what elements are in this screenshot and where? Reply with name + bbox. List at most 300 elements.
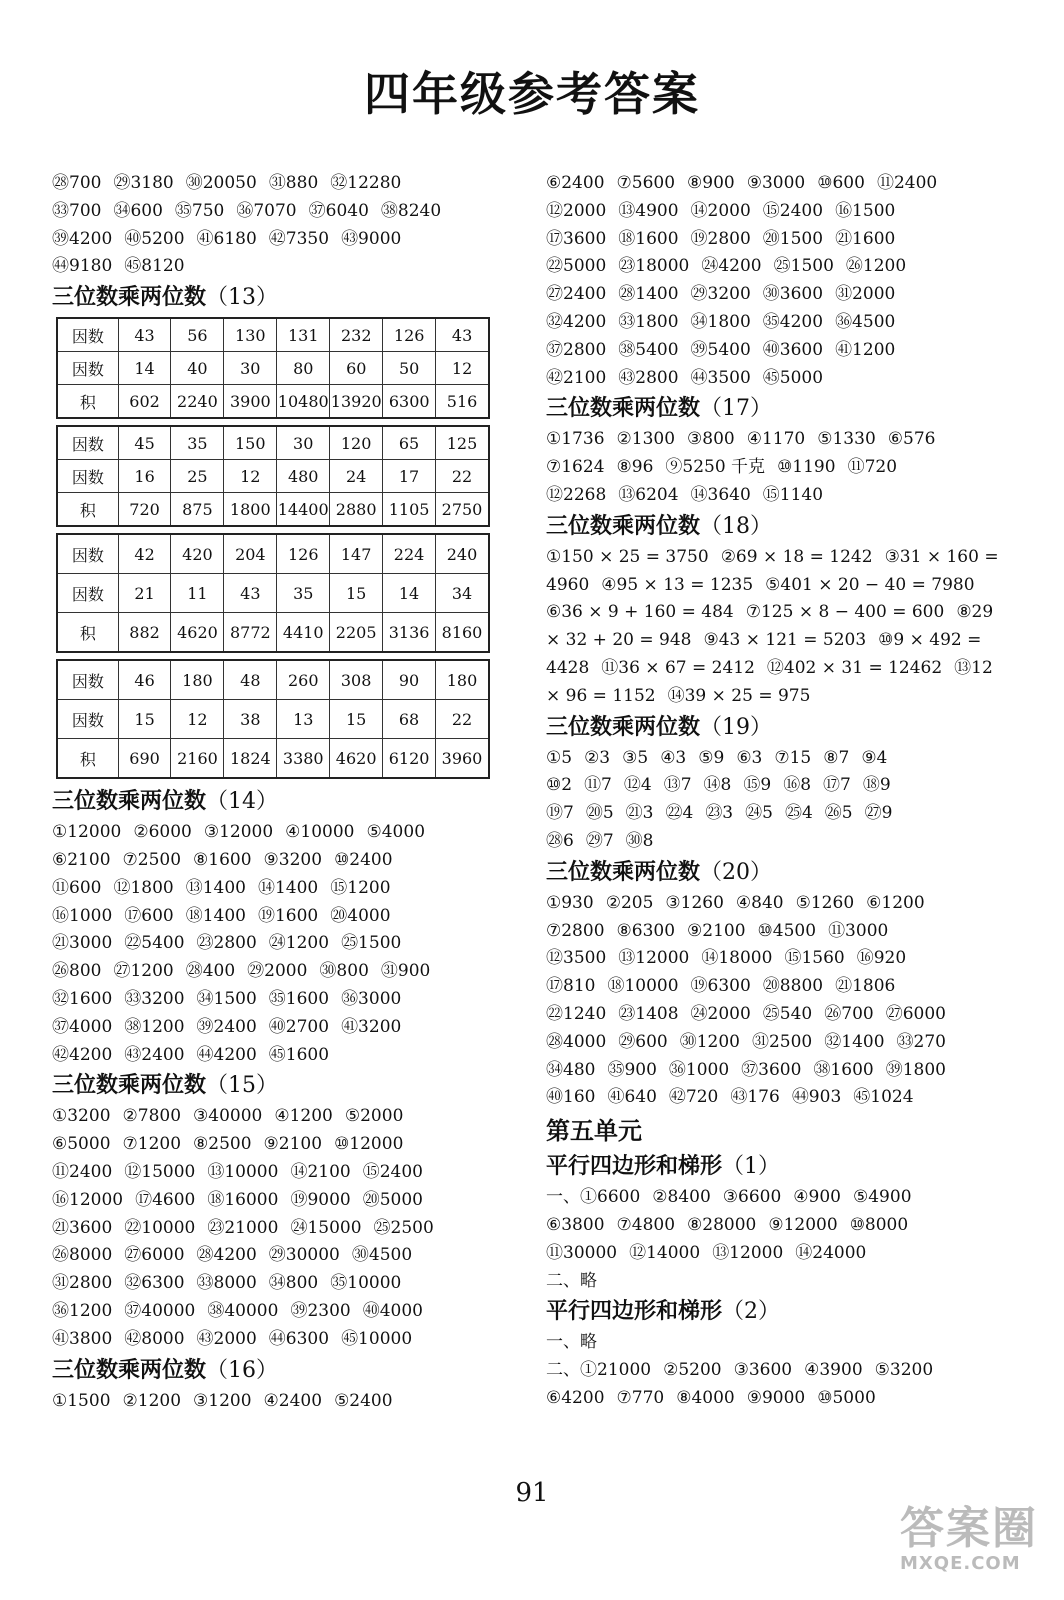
answer-item: ⑧96: [616, 457, 654, 478]
answer-item: ㉔5: [745, 803, 773, 824]
answer-item: ㊹3500: [690, 367, 751, 388]
answer-item: ②69 × 18 = 1242: [720, 546, 873, 567]
answer-line: [546, 1029, 1016, 1057]
row-label: 积: [57, 385, 118, 419]
answer-item: ⑭18000: [701, 948, 773, 969]
table-cell: 30: [277, 426, 330, 460]
answer-item: ⑱9: [862, 775, 891, 796]
answer-item: ③3600: [733, 1360, 793, 1381]
table-cell: 13920: [330, 385, 383, 419]
answer-item: ㊳1600: [813, 1059, 874, 1080]
answer-item: ⑨43 × 121 = 5203: [703, 630, 867, 651]
answer-item: ⑥576: [887, 429, 936, 450]
answer-line: [546, 365, 1016, 393]
table-cell: 308: [330, 660, 383, 700]
section-title: 三位数乘两位数: [52, 1357, 207, 1383]
table-cell: 13: [277, 700, 330, 739]
answer-item: ②205: [605, 892, 654, 913]
row-label: 因数: [57, 352, 118, 385]
answer-item: ③40000: [193, 1106, 263, 1127]
table-cell: 43: [118, 318, 171, 352]
answer-line: [546, 800, 1016, 828]
answer-item: ㉝270: [896, 1031, 946, 1052]
answer-item: ④1170: [746, 429, 806, 450]
answer-item: ①3200: [52, 1106, 111, 1127]
answer-line: [52, 930, 498, 958]
answer-item: ㉘1400: [618, 284, 679, 305]
answer-item: ②3: [584, 747, 611, 768]
answer-line: [546, 281, 1016, 309]
answer-item: ⑯920: [856, 948, 907, 969]
answer-item: ⑭2100: [290, 1161, 351, 1182]
answer-item: ④900: [793, 1187, 841, 1208]
table-cell: 14: [118, 352, 171, 385]
answer-line: [52, 1298, 498, 1326]
answer-line: [52, 903, 498, 931]
answer-item: ⑰3600: [546, 228, 607, 249]
watermark-logo: [900, 1505, 1038, 1574]
answer-item: ⑬1400: [185, 877, 246, 898]
left-top-answers: [52, 170, 498, 281]
answer-item: ㉕2500: [373, 1217, 434, 1238]
answer-item: ㉕4: [784, 803, 813, 824]
answer-line: [546, 1084, 1016, 1112]
answer-item: ⑥36 × 9 + 160 = 484: [546, 602, 734, 623]
answer-line: [546, 1329, 1016, 1357]
table-cell: 10480: [277, 385, 330, 419]
answer-item: ⑫1800: [113, 877, 174, 898]
answer-item: ⑪720: [847, 457, 898, 478]
factor-table-3: [56, 533, 490, 653]
answer-item: ③1200: [193, 1390, 252, 1411]
left-column: [52, 170, 498, 1415]
answer-item: ②7800: [122, 1106, 182, 1127]
table-row: [57, 493, 489, 527]
table-cell: 2160: [171, 739, 224, 779]
answers-16-continued: [546, 170, 1016, 392]
answer-item: ⑩2: [546, 775, 573, 796]
answer-item: ⑫15000: [124, 1161, 196, 1182]
answer-item: ⑩2400: [334, 849, 393, 870]
answer-item: ⑧2500: [193, 1134, 252, 1155]
answer-item: ㉝3200: [124, 988, 185, 1009]
table-cell: 90: [383, 660, 436, 700]
table-row: [57, 352, 489, 385]
table-cell: 2880: [330, 493, 383, 527]
table-cell: 4410: [277, 613, 330, 653]
table-cell: 43: [224, 574, 277, 613]
table-cell: 882: [118, 613, 171, 653]
answer-item: ㉟4200: [762, 311, 824, 332]
answer-item: ㊲40000: [124, 1300, 196, 1321]
answer-item: ⑲6300: [690, 976, 751, 997]
answer-item: ②6000: [133, 822, 192, 843]
answer-item: ㊶3200: [341, 1016, 402, 1037]
answer-line: [546, 337, 1016, 365]
answer-line: [52, 1131, 498, 1159]
answer-line: [52, 1014, 498, 1042]
answer-item: ⑱16000: [207, 1189, 279, 1210]
table-cell: 232: [330, 318, 383, 352]
section-number: （16）: [206, 1357, 279, 1383]
answer-item: ③5: [622, 747, 649, 768]
answer-item: ⑧1600: [193, 849, 252, 870]
table-cell: 14400: [277, 493, 330, 527]
answer-line: [52, 1042, 498, 1070]
answer-item: ㊶1200: [835, 339, 896, 360]
answer-item: ㉗1200: [113, 961, 174, 982]
answer-item: ㉛2800: [52, 1273, 113, 1294]
table-cell: 120: [330, 426, 383, 460]
answer-item: ⑬12: [954, 657, 993, 678]
answer-item: ㊸2800: [618, 367, 679, 388]
answer-item: ㉞480: [546, 1059, 596, 1080]
answer-item: ㉞800: [268, 1273, 319, 1294]
answer-item: ㊸9000: [341, 228, 402, 249]
answer-item: ㉑3000: [52, 933, 113, 954]
answer-item: ⑥2100: [52, 849, 111, 870]
table-cell: 1800: [224, 493, 277, 527]
row-label: 因数: [57, 460, 118, 493]
table-cell: 260: [277, 660, 330, 700]
answers-20: [546, 890, 1016, 1112]
table-cell: 12: [224, 460, 277, 493]
section-number: （20）: [700, 859, 773, 885]
table-cell: 1105: [383, 493, 436, 527]
table-cell: 2240: [171, 385, 224, 419]
answer-line: [52, 170, 498, 198]
table-cell: 50: [383, 352, 436, 385]
table-row: [57, 700, 489, 739]
answer-item: ㊳5400: [618, 339, 679, 360]
answers-17: [546, 426, 1016, 509]
answer-item: ⑮1140: [762, 484, 824, 505]
answer-item: ㉓18000: [618, 256, 690, 277]
answer-item: ㊸176: [730, 1087, 780, 1108]
answer-item: ㊱4500: [835, 311, 896, 332]
answer-item: ㊵4000: [362, 1300, 423, 1321]
answer-item: ㉝1800: [618, 311, 679, 332]
table-row: [57, 660, 489, 700]
answer-item: 一、①6600: [546, 1187, 641, 1208]
answer-item: ⑥1200: [866, 892, 925, 913]
answer-item: ④1200: [274, 1106, 333, 1127]
answer-item: ⑫402 × 31 = 12462: [766, 657, 943, 678]
answer-item: ③800: [687, 429, 735, 450]
table-cell: 25: [171, 460, 224, 493]
answer-item: ⑮1200: [330, 877, 391, 898]
answer-item: ⑳8800: [762, 976, 824, 997]
answer-item: ⑲9000: [290, 1189, 351, 1210]
answer-item: ④2400: [263, 1390, 323, 1411]
section-heading-15: [52, 1069, 498, 1103]
answer-line: [52, 958, 498, 986]
section-heading-13: [52, 281, 498, 315]
table-row: [57, 613, 489, 653]
answers-18: [546, 544, 1016, 711]
answer-item: ㊺1024: [853, 1087, 914, 1108]
table-cell: 35: [277, 574, 330, 613]
answer-item: ㊷720: [668, 1087, 719, 1108]
answer-item: ⑬6204: [618, 484, 679, 505]
answer-item: ⑨2100: [687, 920, 746, 941]
row-label: 因数: [57, 574, 118, 613]
answer-item: × 32 + 20 = 948: [546, 630, 692, 651]
answer-item: ⑨12000: [768, 1214, 838, 1235]
table-cell: 60: [330, 352, 383, 385]
answer-item: ㊵160: [546, 1087, 596, 1108]
answer-item: ㊲2800: [546, 339, 607, 360]
section-heading-14: [52, 785, 498, 819]
answer-item: ⑫2000: [546, 200, 607, 221]
table-cell: 8160: [436, 613, 489, 653]
table-cell: 125: [436, 426, 489, 460]
answer-item: ⑬7: [663, 775, 692, 796]
answer-item: ⑭39 × 25 = 975: [667, 685, 811, 706]
section-heading-16: [52, 1354, 498, 1388]
section-title: 三位数乘两位数: [52, 1073, 207, 1099]
answer-item: ㊴2400: [196, 1016, 257, 1037]
answer-line: [52, 1270, 498, 1298]
section-title: 三位数乘两位数: [546, 396, 701, 422]
answer-item: ㉟10000: [330, 1273, 402, 1294]
answer-item: ㊴5400: [690, 339, 751, 360]
row-label: 因数: [57, 318, 118, 352]
answer-line: [52, 1159, 498, 1187]
table-cell: 6300: [383, 385, 436, 419]
answer-item: ③12000: [203, 822, 274, 843]
answer-item: ㉘4200: [196, 1245, 257, 1266]
table-cell: 43: [436, 318, 489, 352]
table-cell: 130: [224, 318, 277, 352]
answer-item: ⑩1190: [777, 457, 836, 478]
answer-item: ㉟1600: [268, 988, 330, 1009]
table-cell: 21: [118, 574, 171, 613]
answer-item: ⑲7: [546, 803, 574, 824]
table-cell: 40: [171, 352, 224, 385]
table-cell: 24: [330, 460, 383, 493]
section-number: （15）: [206, 1073, 279, 1099]
row-label: 积: [57, 493, 118, 527]
answer-item: ⑨3200: [263, 849, 323, 870]
answer-item: ㊷8000: [124, 1328, 185, 1349]
answer-item: ⑥2400: [546, 173, 605, 193]
answers-15: [52, 1103, 498, 1353]
answer-item: ㉘700: [52, 173, 102, 193]
section-number: （13）: [206, 285, 279, 311]
answer-item: ㉜4200: [546, 311, 607, 332]
row-label: 因数: [57, 700, 118, 739]
table-cell: 420: [171, 534, 224, 574]
answer-item: ⑯1500: [835, 200, 896, 221]
answer-item: ㊲6040: [308, 200, 369, 221]
table-cell: 602: [118, 385, 171, 419]
answer-item: ⑦125 × 8 − 400 = 600: [745, 602, 945, 623]
answer-item: ⑱10000: [607, 976, 679, 997]
answer-item: ⑭2000: [690, 200, 751, 221]
answer-item: ⑮1560: [784, 948, 845, 969]
answer-item: ㉖1200: [845, 256, 907, 277]
answer-item: ⑦4800: [616, 1214, 676, 1235]
answer-item: ㊴4200: [52, 228, 113, 249]
table-cell: 65: [383, 426, 436, 460]
answer-item: ⑤401 × 20 − 40 = 7980: [765, 574, 975, 595]
table-cell: 16: [118, 460, 171, 493]
answer-item: ⑪7: [584, 775, 612, 796]
table-cell: 15: [330, 700, 383, 739]
answer-item: ㉚1200: [679, 1031, 740, 1052]
answer-item: ⑯12000: [52, 1189, 124, 1210]
answer-line: [52, 1187, 498, 1215]
answer-item: ①1500: [52, 1390, 111, 1411]
table-row: [57, 318, 489, 352]
answer-item: ㊲3600: [741, 1059, 802, 1080]
answer-line: [52, 226, 498, 254]
section-heading-18: [546, 510, 1016, 544]
answer-item: ㉒5000: [546, 256, 607, 277]
answer-line: [546, 572, 1016, 600]
answer-item: ④95 × 13 = 1235: [601, 574, 754, 595]
answer-item: ⑪2400: [876, 173, 938, 193]
answer-item: ⑲1600: [257, 905, 319, 926]
answer-item: ㉗6000: [885, 1003, 946, 1024]
answer-item: ⑦2800: [546, 920, 605, 941]
answer-item: ㊹4200: [196, 1044, 257, 1065]
answer-item: ④840: [735, 892, 784, 913]
answer-item: ①150 × 25 = 3750: [546, 546, 709, 567]
section-number: （14）: [206, 789, 279, 815]
table-cell: 3900: [224, 385, 277, 419]
answer-item: ⑩9 × 492 =: [878, 630, 982, 651]
table-cell: 180: [171, 660, 224, 700]
answer-line: [546, 973, 1016, 1001]
answer-item: ㊷2100: [546, 367, 607, 388]
answer-item: ⑭24000: [795, 1242, 867, 1263]
answer-item: ⑪36 × 67 = 2412: [601, 657, 755, 678]
answer-item: ⑰810: [546, 976, 596, 997]
answer-item: ㉘6: [546, 830, 574, 851]
answer-item: ㊴2300: [290, 1300, 351, 1321]
answer-line: [546, 1268, 1016, 1296]
table-cell: 2205: [330, 613, 383, 653]
answer-item: ⑫4: [623, 775, 652, 796]
factor-table-2: [56, 425, 490, 527]
table-cell: 12: [436, 352, 489, 385]
answer-item: ㊳1200: [124, 1016, 185, 1037]
table-cell: 875: [171, 493, 224, 527]
answer-item: ⑱1400: [185, 905, 246, 926]
section-title: 三位数乘两位数: [546, 714, 701, 740]
page-number: 91: [515, 1478, 549, 1508]
answer-item: ㊷4200: [52, 1044, 113, 1065]
answer-line: [546, 1001, 1016, 1029]
answer-item: ㉞1800: [690, 311, 751, 332]
answer-item: ⑩12000: [334, 1134, 404, 1155]
table-cell: 8772: [224, 613, 277, 653]
table-row: [57, 739, 489, 779]
table-cell: 4620: [330, 739, 383, 779]
answers-16: [52, 1388, 498, 1416]
answer-line: [546, 1357, 1016, 1385]
answer-line: [52, 198, 498, 226]
watermark-url: MXQE.COM: [900, 1553, 1021, 1574]
answer-line: [546, 599, 1016, 627]
section-title: 三位数乘两位数: [546, 513, 701, 539]
answer-item: ⑰600: [124, 905, 174, 926]
answer-item: ㉙3200: [690, 284, 751, 305]
answer-line: [546, 198, 1016, 226]
table-cell: 147: [330, 534, 383, 574]
answer-item: × 96 = 1152: [546, 685, 656, 706]
answer-item: ㉜1600: [52, 988, 113, 1009]
factor-table-4: [56, 659, 490, 779]
answer-item: ㉘400: [185, 961, 236, 982]
answer-item: ㉜6300: [124, 1273, 185, 1294]
table-cell: 48: [224, 660, 277, 700]
table-cell: 80: [277, 352, 330, 385]
answer-line: [546, 745, 1016, 773]
answer-line: [546, 828, 1016, 856]
answer-item: ㊴1800: [885, 1059, 946, 1080]
answer-item: ㉑1806: [835, 976, 896, 997]
answer-item: ㉙2000: [247, 961, 308, 982]
answer-item: ㉕1500: [341, 933, 402, 954]
answer-item: ⑭1400: [257, 877, 319, 898]
table-cell: 480: [277, 460, 330, 493]
section-number: （18）: [700, 513, 773, 539]
answer-line: [546, 253, 1016, 281]
answer-item: ⑦2500: [122, 849, 182, 870]
answer-item: ㊱1200: [52, 1300, 113, 1321]
answer-item: ⑥5000: [52, 1134, 111, 1155]
answer-item: ㉚4500: [351, 1245, 413, 1266]
answer-item: ㉑3600: [52, 1217, 113, 1238]
answer-item: ㉟900: [607, 1059, 657, 1080]
answer-item: ㉔15000: [290, 1217, 362, 1238]
answer-item: ⑰7: [823, 775, 851, 796]
answer-item: ⑱1600: [618, 228, 679, 249]
answer-item: ⑤3200: [874, 1360, 934, 1381]
answer-line: [52, 1103, 498, 1131]
answer-item: ㊱1000: [668, 1059, 730, 1080]
answer-item: ⑦770: [616, 1387, 665, 1408]
answer-item: ③31 × 160 =: [884, 546, 999, 567]
table-cell: 3136: [383, 613, 436, 653]
table-cell: 68: [383, 700, 436, 739]
answer-item: ㉗9: [864, 803, 893, 824]
answer-item: ㉑3: [625, 803, 654, 824]
answer-item: ⑥3800: [546, 1214, 605, 1235]
answer-item: ⑭3640: [690, 484, 751, 505]
watermark-text: 答案圈: [900, 1503, 1038, 1554]
answer-item: 4428: [546, 657, 590, 678]
answer-line: [52, 1326, 498, 1354]
answer-item: ㉒4: [665, 803, 694, 824]
table-cell: 240: [436, 534, 489, 574]
answer-item: ⑨9000: [746, 1387, 806, 1408]
answer-item: ㉚8: [625, 830, 654, 851]
table-cell: 34: [436, 574, 489, 613]
answer-line: [546, 683, 1016, 711]
answer-item: ㊶6180: [196, 228, 257, 249]
table-row: [57, 385, 489, 419]
answer-line: [52, 875, 498, 903]
answer-item: ㊹903: [791, 1087, 842, 1108]
table-cell: 150: [224, 426, 277, 460]
answer-item: ㉑1600: [835, 228, 896, 249]
page-title: 四年级参考答案: [364, 67, 700, 121]
answer-item: ㉖800: [52, 961, 102, 982]
